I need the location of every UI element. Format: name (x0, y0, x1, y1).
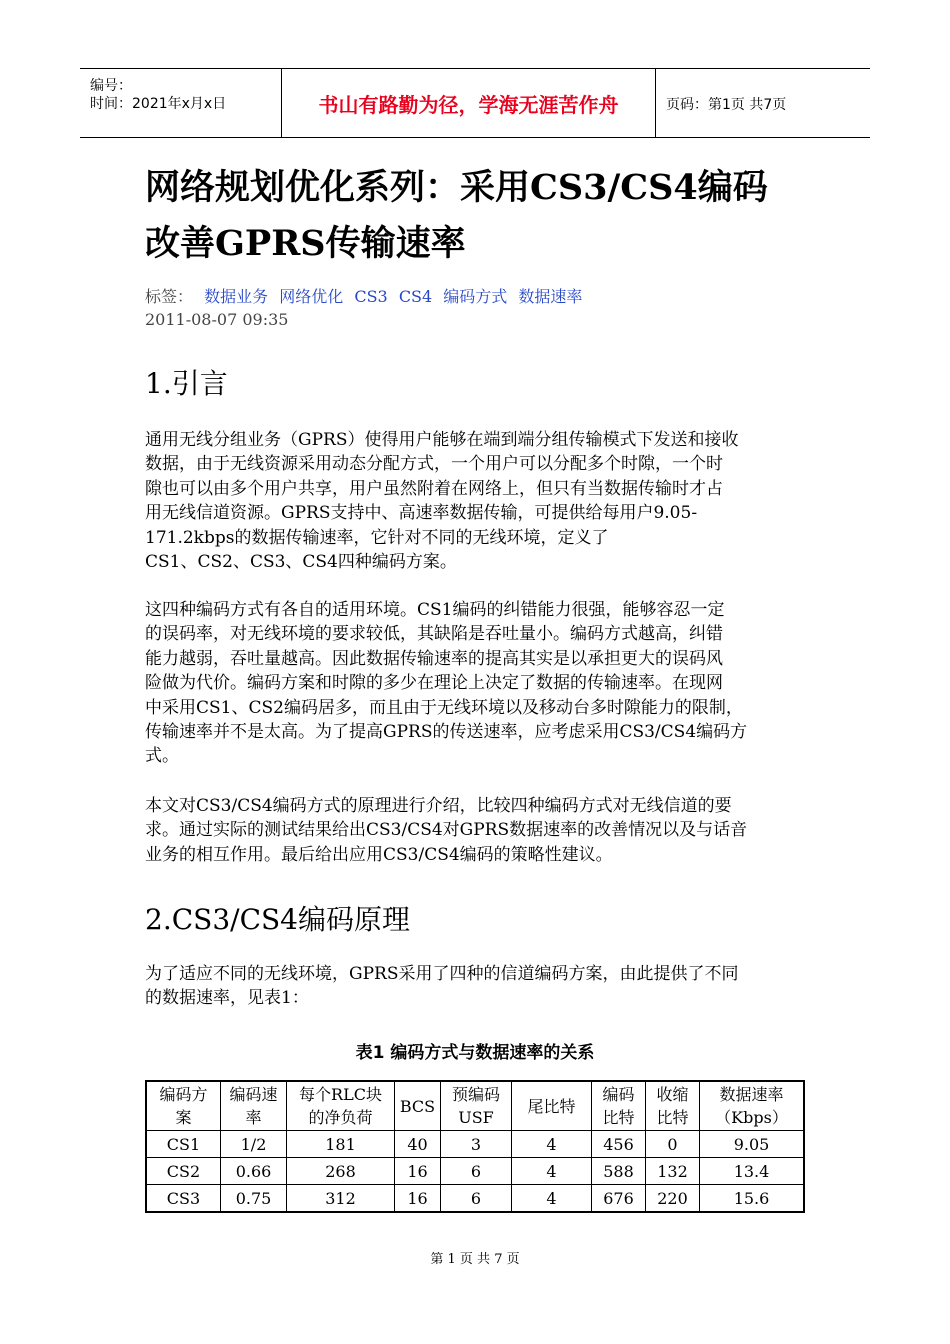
table-cell: 268 (287, 1158, 395, 1185)
table-cell: CS2 (146, 1158, 221, 1185)
text-line: 式。 (145, 746, 179, 767)
page-footer: 第 1 页 共 7 页 (430, 1252, 520, 1267)
text-line: 险做为代价。编码方案和时隙的多少在理论上决定了数据的传输速率。在现网 (145, 673, 723, 694)
text-line: 的数据速率，见表1： (145, 988, 309, 1009)
text-line: 能力越弱，吞吐量越高。因此数据传输速率的提高其实是以承担更大的误码风 (145, 648, 723, 669)
table-cell: 4 (512, 1131, 592, 1158)
header-cell: 尾比特 (512, 1081, 592, 1131)
table-cell: 13.4 (700, 1158, 805, 1185)
table-cell: 456 (592, 1131, 646, 1158)
table-caption: 表1 编码方式与数据速率的关系 (355, 1043, 595, 1063)
table-cell: 6 (441, 1158, 512, 1185)
table-row (146, 1158, 804, 1185)
table-cell: 0.75 (221, 1185, 287, 1213)
table-cell: 132 (646, 1158, 700, 1185)
text-line: 数据，由于无线资源采用动态分配方式，一个用户可以分配多个时隙，一个时 (145, 454, 723, 475)
text-line: CS1、CS2、CS3、CS4四种编码方案。 (145, 552, 457, 573)
text-line: 传输速率并不是太高。为了提高GPRS的传送速率，应考虑采用CS3/CS4编码方 (145, 722, 748, 743)
table-cell: 0 (646, 1131, 700, 1158)
header-cell: 预编码 USF (441, 1081, 512, 1131)
tags-label: 标签： (145, 287, 194, 306)
tag-link[interactable]: 数据速率 (518, 287, 583, 306)
header-cell: 收缩 比特 (646, 1081, 700, 1131)
page-title (145, 160, 845, 272)
table-cell: CS3 (146, 1185, 221, 1213)
table-row (146, 1131, 804, 1158)
text-line: 业务的相互作用。最后给出应用CS3/CS4编码的策略性建议。 (145, 844, 613, 865)
tag-link[interactable]: 数据业务 (204, 287, 269, 306)
table-cell: 4 (512, 1158, 592, 1185)
text-line: 通用无线分组业务（GPRS）使得用户能够在端到端分组传输模式下发送和接收 (145, 430, 739, 450)
table-cell: 181 (287, 1131, 395, 1158)
table-cell: 312 (287, 1185, 395, 1213)
title-line: 改善GPRS传输速率 (145, 223, 466, 264)
table-cell: CS1 (146, 1131, 221, 1158)
header-cell: 编码速 率 (221, 1081, 287, 1131)
table-row (146, 1185, 804, 1213)
header-cell: 编码方 案 (146, 1081, 221, 1131)
table-cell: 6 (441, 1185, 512, 1213)
tag-link[interactable]: 编码方式 (443, 287, 508, 306)
table-cell: 4 (512, 1185, 592, 1213)
text-line: 本文对CS3/CS4编码方式的原理进行介绍，比较四种编码方式对无线信道的要 (145, 796, 732, 816)
table-cell: 40 (395, 1131, 441, 1158)
table-cell: 16 (395, 1185, 441, 1213)
section-heading-intro: 1.引言 (145, 367, 228, 400)
coding-table (145, 1080, 805, 1213)
header-page-info: 页码：第1页 共7页 (666, 97, 787, 113)
text-line: 中采用CS1、CS2编码居多，而且由于无线环境以及移动台多时隙能力的限制， (145, 697, 743, 718)
text-line: 这四种编码方式有各自的适用环境。CS1编码的纠错能力很强，能够容忍一定 (145, 600, 725, 620)
header-cell: 数据速率 （Kbps） (700, 1081, 805, 1131)
paragraph (145, 428, 815, 574)
section-heading-principle: 2.CS3/CS4编码原理 (145, 903, 410, 936)
page-header (80, 68, 870, 138)
table-cell: 9.05 (700, 1131, 805, 1158)
tag-link[interactable]: CS3 (354, 287, 388, 306)
text-line: 171.2kbps的数据传输速率，它针对不同的无线环境，定义了 (145, 527, 609, 548)
text-line: 的误码率，对无线环境的要求较低，其缺陷是吞吐量小。编码方式越高，纠错 (145, 624, 723, 645)
table-cell: 676 (592, 1185, 646, 1213)
paragraph (145, 962, 815, 1011)
table-cell: 16 (395, 1158, 441, 1185)
header-cell: 编码 比特 (592, 1081, 646, 1131)
text-line: 用无线信道资源。GPRS支持中、高速率数据传输，可提供给每用户9.05- (145, 503, 698, 524)
tag-link[interactable]: 网络优化 (279, 287, 344, 306)
table-cell: 3 (441, 1131, 512, 1158)
title-line: 网络规划优化系列：采用CS3/CS4编码 (145, 167, 768, 208)
text-line: 为了适应不同的无线环境，GPRS采用了四种的信道编码方案，由此提供了不同 (145, 964, 739, 984)
table-header-row (146, 1081, 804, 1131)
table-cell: 220 (646, 1185, 700, 1213)
tag-link[interactable]: CS4 (398, 287, 433, 306)
text-line: 求。通过实际的测试结果给出CS3/CS4对GPRS数据速率的改善情况以及与话音 (145, 820, 748, 841)
paragraph (145, 598, 815, 769)
header-meta (80, 69, 282, 137)
time-label: 时间：2021年x月x日 (90, 96, 227, 112)
post-date: 2011-08-07 09:35 (145, 310, 289, 329)
number-label: 编号： (90, 78, 132, 94)
table-cell: 588 (592, 1158, 646, 1185)
paragraph (145, 794, 815, 867)
table-cell: 1/2 (221, 1131, 287, 1158)
table-cell: 0.66 (221, 1158, 287, 1185)
header-cell: 每个RLC块 的净负荷 (287, 1081, 395, 1131)
text-line: 隙也可以由多个用户共享，用户虽然附着在网络上，但只有当数据传输时才占 (145, 478, 723, 499)
header-motto: 书山有路勤为径，学海无涯苦作舟 (282, 69, 656, 137)
header-cell: BCS (395, 1081, 441, 1131)
table-cell: 15.6 (700, 1185, 805, 1213)
tag-list (145, 284, 582, 307)
